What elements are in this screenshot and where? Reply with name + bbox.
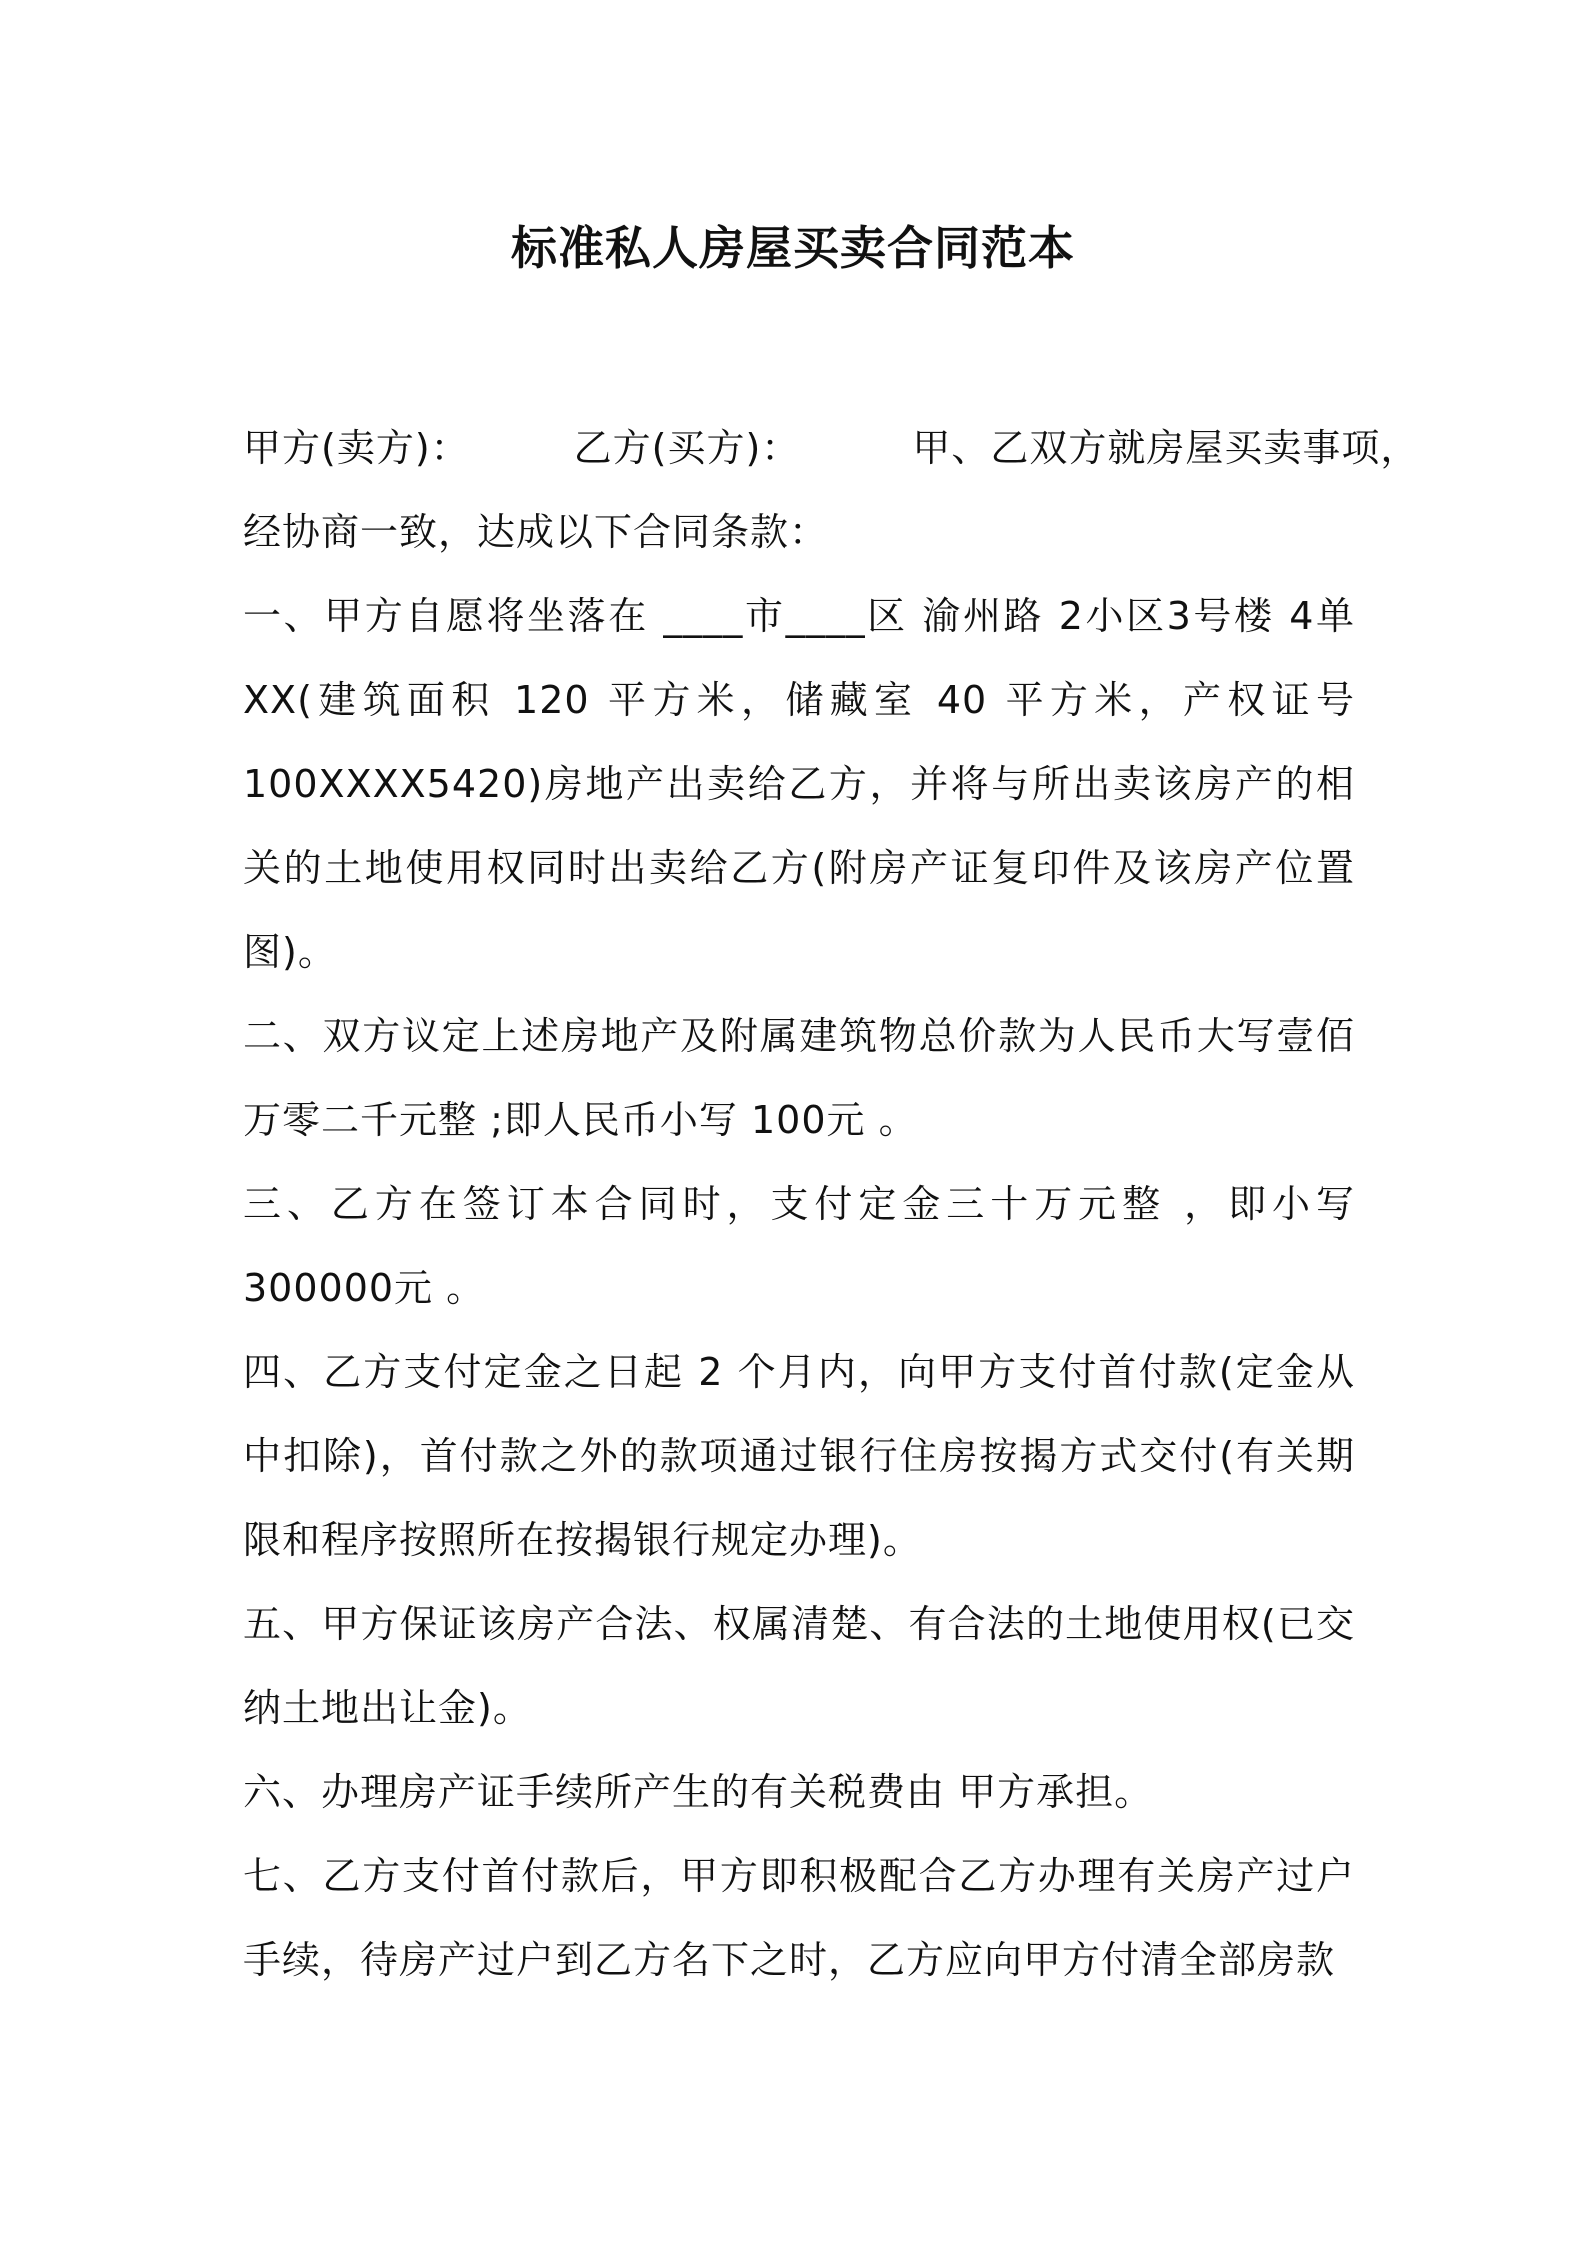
clause-4: 四、乙方支付定金之日起 2 个月内，向甲方支付首付款(定金从中扣除)，首付款之外的款项通过银行住房按揭方式交付(有关期限和程序按照所在按揭银行规定办理)。 <box>243 1350 1355 1562</box>
clause-7: 七、乙方支付首付款后，甲方即积极配合乙方办理有关房产过户手续，待房产过户到乙方名下之时，乙方应向甲方付清全部房款 <box>243 1854 1355 1982</box>
buyer-label: 乙方(买方)： <box>573 426 801 470</box>
intro-text-start: 甲、乙双方就房屋买卖事项， <box>912 426 1420 470</box>
document-body <box>243 406 1420 2002</box>
clause-3: 三、乙方在签订本合同时，支付定金三十万元整 ，即小写 300000元 。 <box>243 1182 1355 1310</box>
seller-label: 甲方(卖方)： <box>243 426 470 470</box>
parties-paragraph <box>243 406 1420 490</box>
document-title: 标准私人房屋买卖合同范本 <box>511 221 1075 275</box>
intro-paragraph-end: 经协商一致，达成以下合同条款： <box>243 510 829 554</box>
clause-5: 五、甲方保证该房产合法、权属清楚、有合法的土地使用权(已交纳土地出让金)。 <box>243 1602 1355 1730</box>
clause-1: 一、甲方自愿将坐落在 ____市____区 渝州路 2小区3号楼 4单 XX(建筑面积 120 平方米，储藏室 40 平方米，产权证号 100XXXX5420)房地产出卖给乙方，并将与所出卖该房产的相关的土地使用权同时出卖给乙方(附房产证复印件及该房产位置图)。 <box>243 594 1355 974</box>
clause-6: 六、办理房产证手续所产生的有关税费由 甲方承担。 <box>243 1770 1154 1814</box>
clause-2: 二、双方议定上述房地产及附属建筑物总价款为人民币大写壹佰万零二千元整 ;即人民币小写 100元 。 <box>243 1014 1355 1142</box>
